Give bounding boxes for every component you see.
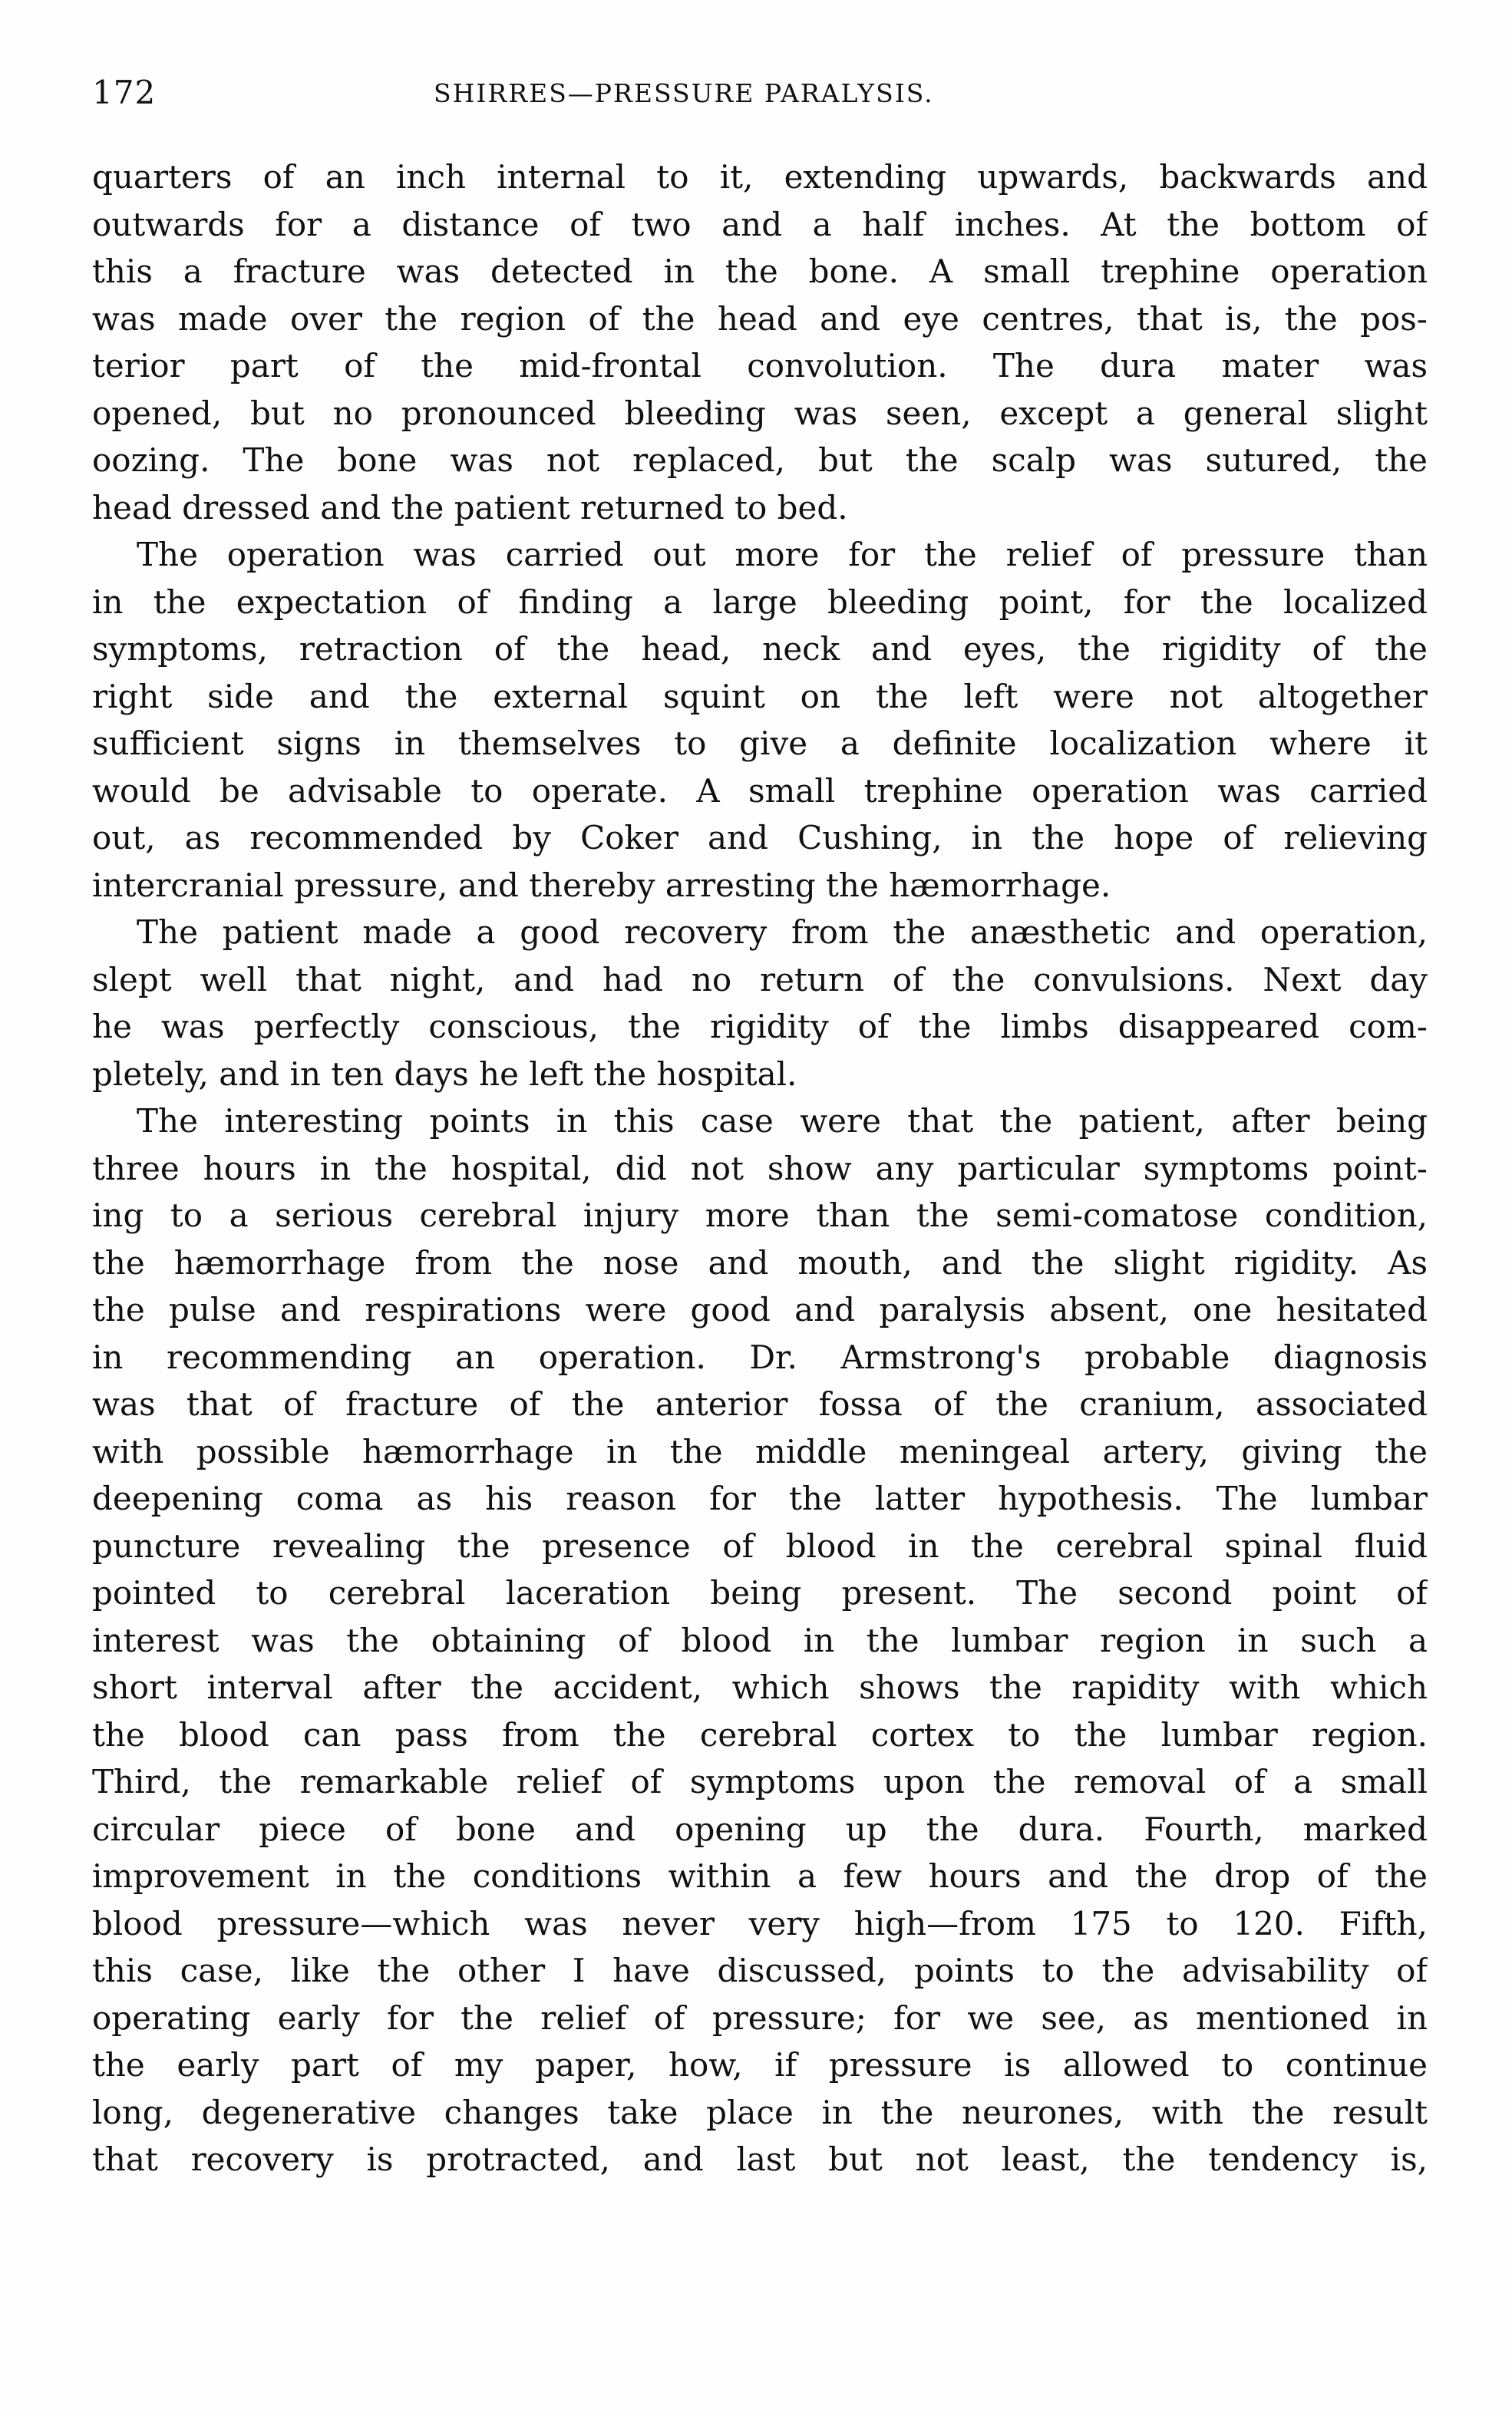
text-line: that recovery is protracted, and last but not least, the tendency is, xyxy=(92,2140,1428,2178)
text-line: puncture revealing the presence of blood in the cerebral spinal fluid xyxy=(92,1527,1428,1565)
text-line: head dressed and the patient returned to bed. xyxy=(92,488,848,526)
body-text xyxy=(92,153,1428,2183)
text-line: opened, but no pronounced bleeding was seen, except a general slight xyxy=(92,394,1428,432)
text-line: with possible hæmorrhage in the middle meningeal artery, giving the xyxy=(92,1432,1428,1470)
text-line: sufficient signs in themselves to give a definite localization where it xyxy=(92,724,1428,762)
text-line: slept well that night, and had no return of the convulsions. Next day xyxy=(92,960,1428,998)
text-line: right side and the external squint on the left were not altogether xyxy=(92,677,1428,715)
text-line: long, degenerative changes take place in the neurones, with the result xyxy=(92,2093,1428,2131)
running-head: SHIRRES—PRESSURE PARALYSIS. xyxy=(434,78,934,108)
text-line: blood pressure—which was never very high—from 175 to 120. Fifth, xyxy=(92,1904,1428,1942)
text-line: symptoms, retraction of the head, neck and eyes, the rigidity of the xyxy=(92,630,1428,668)
text-line: Third, the remarkable relief of symptoms upon the removal of a small xyxy=(92,1763,1428,1800)
text-line: ing to a serious cerebral injury more than the semi-comatose condition, xyxy=(92,1196,1428,1234)
text-line: out, as recommended by Coker and Cushing, in the hope of relieving xyxy=(92,819,1428,856)
text-line: this case, like the other I have discussed, points to the advisability of xyxy=(92,1952,1428,1989)
text-line: circular piece of bone and opening up the dura. Fourth, marked xyxy=(92,1810,1428,1848)
paragraph-first-line: The interesting points in this case were that the patient, after being xyxy=(137,1102,1428,1140)
page-header xyxy=(92,74,1428,127)
text-line: oozing. The bone was not replaced, but the scalp was sutured, the xyxy=(92,441,1428,479)
text-line: deepening coma as his reason for the latter hypothesis. The lumbar xyxy=(92,1480,1428,1517)
paragraph-first-line: The operation was carried out more for the relief of pressure than xyxy=(137,536,1428,573)
text-line: improvement in the conditions within a few hours and the drop of the xyxy=(92,1857,1428,1895)
text-line: pletely, and in ten days he left the hospital. xyxy=(92,1055,797,1093)
text-line: would be advisable to operate. A small trephine operation was carried xyxy=(92,771,1428,810)
text-line: the early part of my paper, how, if pressure is allowed to continue xyxy=(92,2046,1428,2084)
text-line: the pulse and respirations were good and paralysis absent, one hesitated xyxy=(92,1291,1428,1328)
text-line: short interval after the accident, which shows the rapidity with which xyxy=(92,1668,1428,1706)
text-line: this a fracture was detected in the bone. A small trephine operation xyxy=(92,252,1428,290)
text-line: pointed to cerebral laceration being present. The second point of xyxy=(92,1574,1428,1612)
text-line: operating early for the relief of pressure; for we see, as mentioned in xyxy=(92,1998,1428,2037)
text-line: in the expectation of finding a large bleeding point, for the localized xyxy=(92,583,1428,621)
text-line: quarters of an inch internal to it, extending upwards, backwards and xyxy=(92,158,1428,196)
text-line: in recommending an operation. Dr. Armstrong's probable diagnosis xyxy=(92,1338,1428,1376)
text-line: the blood can pass from the cerebral cortex to the lumbar region. xyxy=(92,1715,1428,1754)
text-line: terior part of the mid-frontal convolution. The dura mater was xyxy=(92,347,1428,385)
text-line: was that of fracture of the anterior fossa of the cranium, associated xyxy=(92,1385,1428,1423)
text-line: the hæmorrhage from the nose and mouth, and the slight rigidity. As xyxy=(92,1243,1428,1282)
text-line: three hours in the hospital, did not show any particular symptoms point- xyxy=(92,1149,1428,1187)
text-line: interest was the obtaining of blood in the lumbar region in such a xyxy=(92,1621,1428,1659)
paragraph-first-line: The patient made a good recovery from the anæsthetic and operation, xyxy=(137,913,1428,951)
text-line: he was perfectly conscious, the rigidity of the limbs disappeared com- xyxy=(92,1008,1428,1045)
text-line: was made over the region of the head and eye centres, that is, the pos- xyxy=(92,299,1428,338)
page-number: 172 xyxy=(92,74,157,111)
text-line: intercranial pressure, and thereby arresting the hæmorrhage. xyxy=(92,866,1111,904)
text-line: outwards for a distance of two and a half inches. At the bottom of xyxy=(92,205,1428,243)
